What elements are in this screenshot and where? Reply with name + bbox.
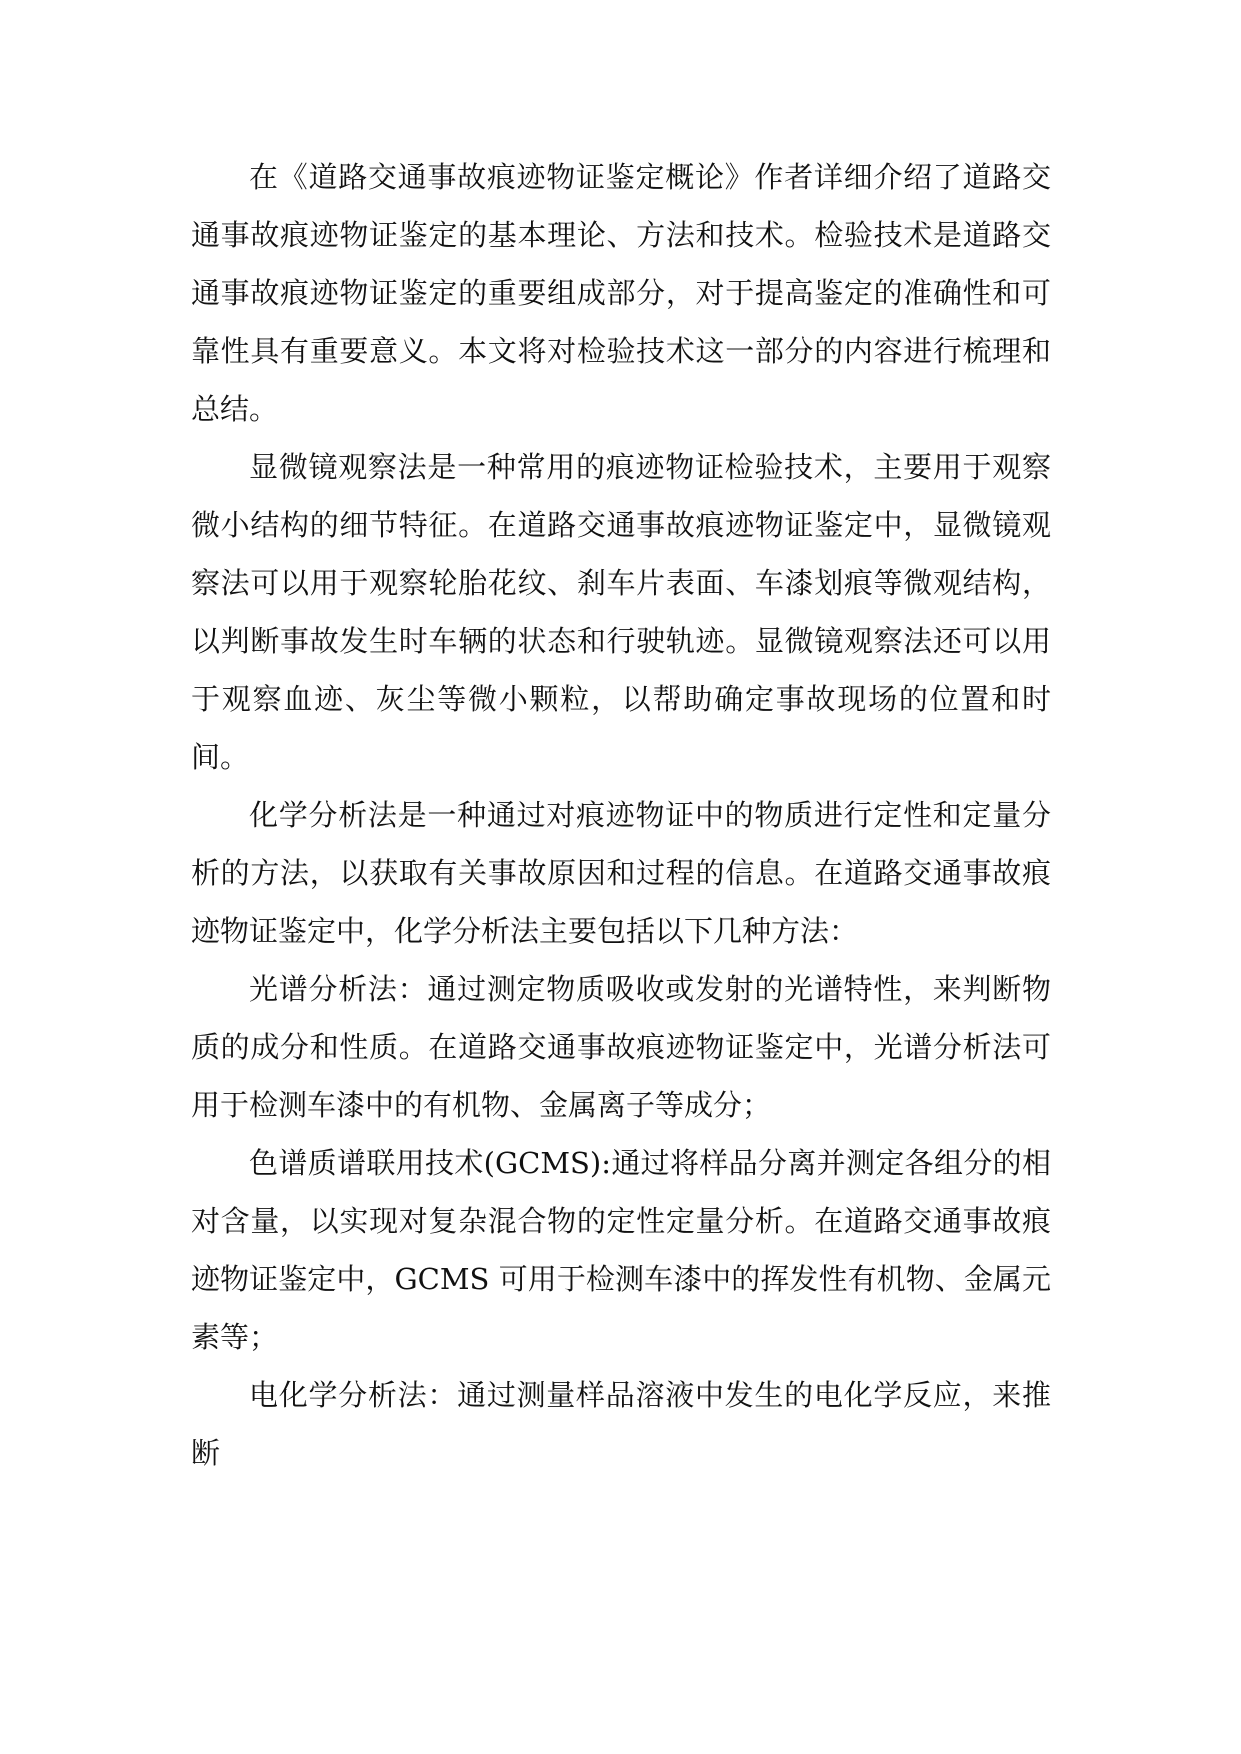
paragraph-electrochemical: 电化学分析法：通过测量样品溶液中发生的电化学反应，来推断 xyxy=(191,1378,1051,1470)
paragraph-spectral-analysis: 光谱分析法：通过测定物质吸收或发射的光谱特性，来判断物质的成分和性质。在道路交通事故痕迹物证鉴定中，光谱分析法可用于检测车漆中的有机物、金属离子等成分； xyxy=(191,972,1051,1122)
paragraph-gcms: 色谱质谱联用技术(GCMS):通过将样品分离并测定各组分的相对含量，以实现对复杂混合物的定性定量分析。在道路交通事故痕迹物证鉴定中，GCMS 可用于检测车漆中的挥发性有机物、金属元素等； xyxy=(191,1146,1051,1354)
paragraph-microscopy: 显微镜观察法是一种常用的痕迹物证检验技术，主要用于观察微小结构的细节特征。在道路交通事故痕迹物证鉴定中，显微镜观察法可以用于观察轮胎花纹、刹车片表面、车漆划痕等微观结构，以判断事故发生时车辆的状态和行驶轨迹。显微镜观察法还可以用于观察血迹、灰尘等微小颗粒，以帮助确定事故现场的位置和时间。 xyxy=(191,450,1051,774)
paragraph-chemical-analysis: 化学分析法是一种通过对痕迹物证中的物质进行定性和定量分析的方法，以获取有关事故原因和过程的信息。在道路交通事故痕迹物证鉴定中，化学分析法主要包括以下几种方法： xyxy=(191,798,1051,948)
document-body xyxy=(191,148,1051,1482)
paragraph-intro: 在《道路交通事故痕迹物证鉴定概论》作者详细介绍了道路交通事故痕迹物证鉴定的基本理论、方法和技术。检验技术是道路交通事故痕迹物证鉴定的重要组成部分，对于提高鉴定的准确性和可靠性具有重要意义。本文将对检验技术这一部分的内容进行梳理和总结。 xyxy=(191,160,1051,426)
